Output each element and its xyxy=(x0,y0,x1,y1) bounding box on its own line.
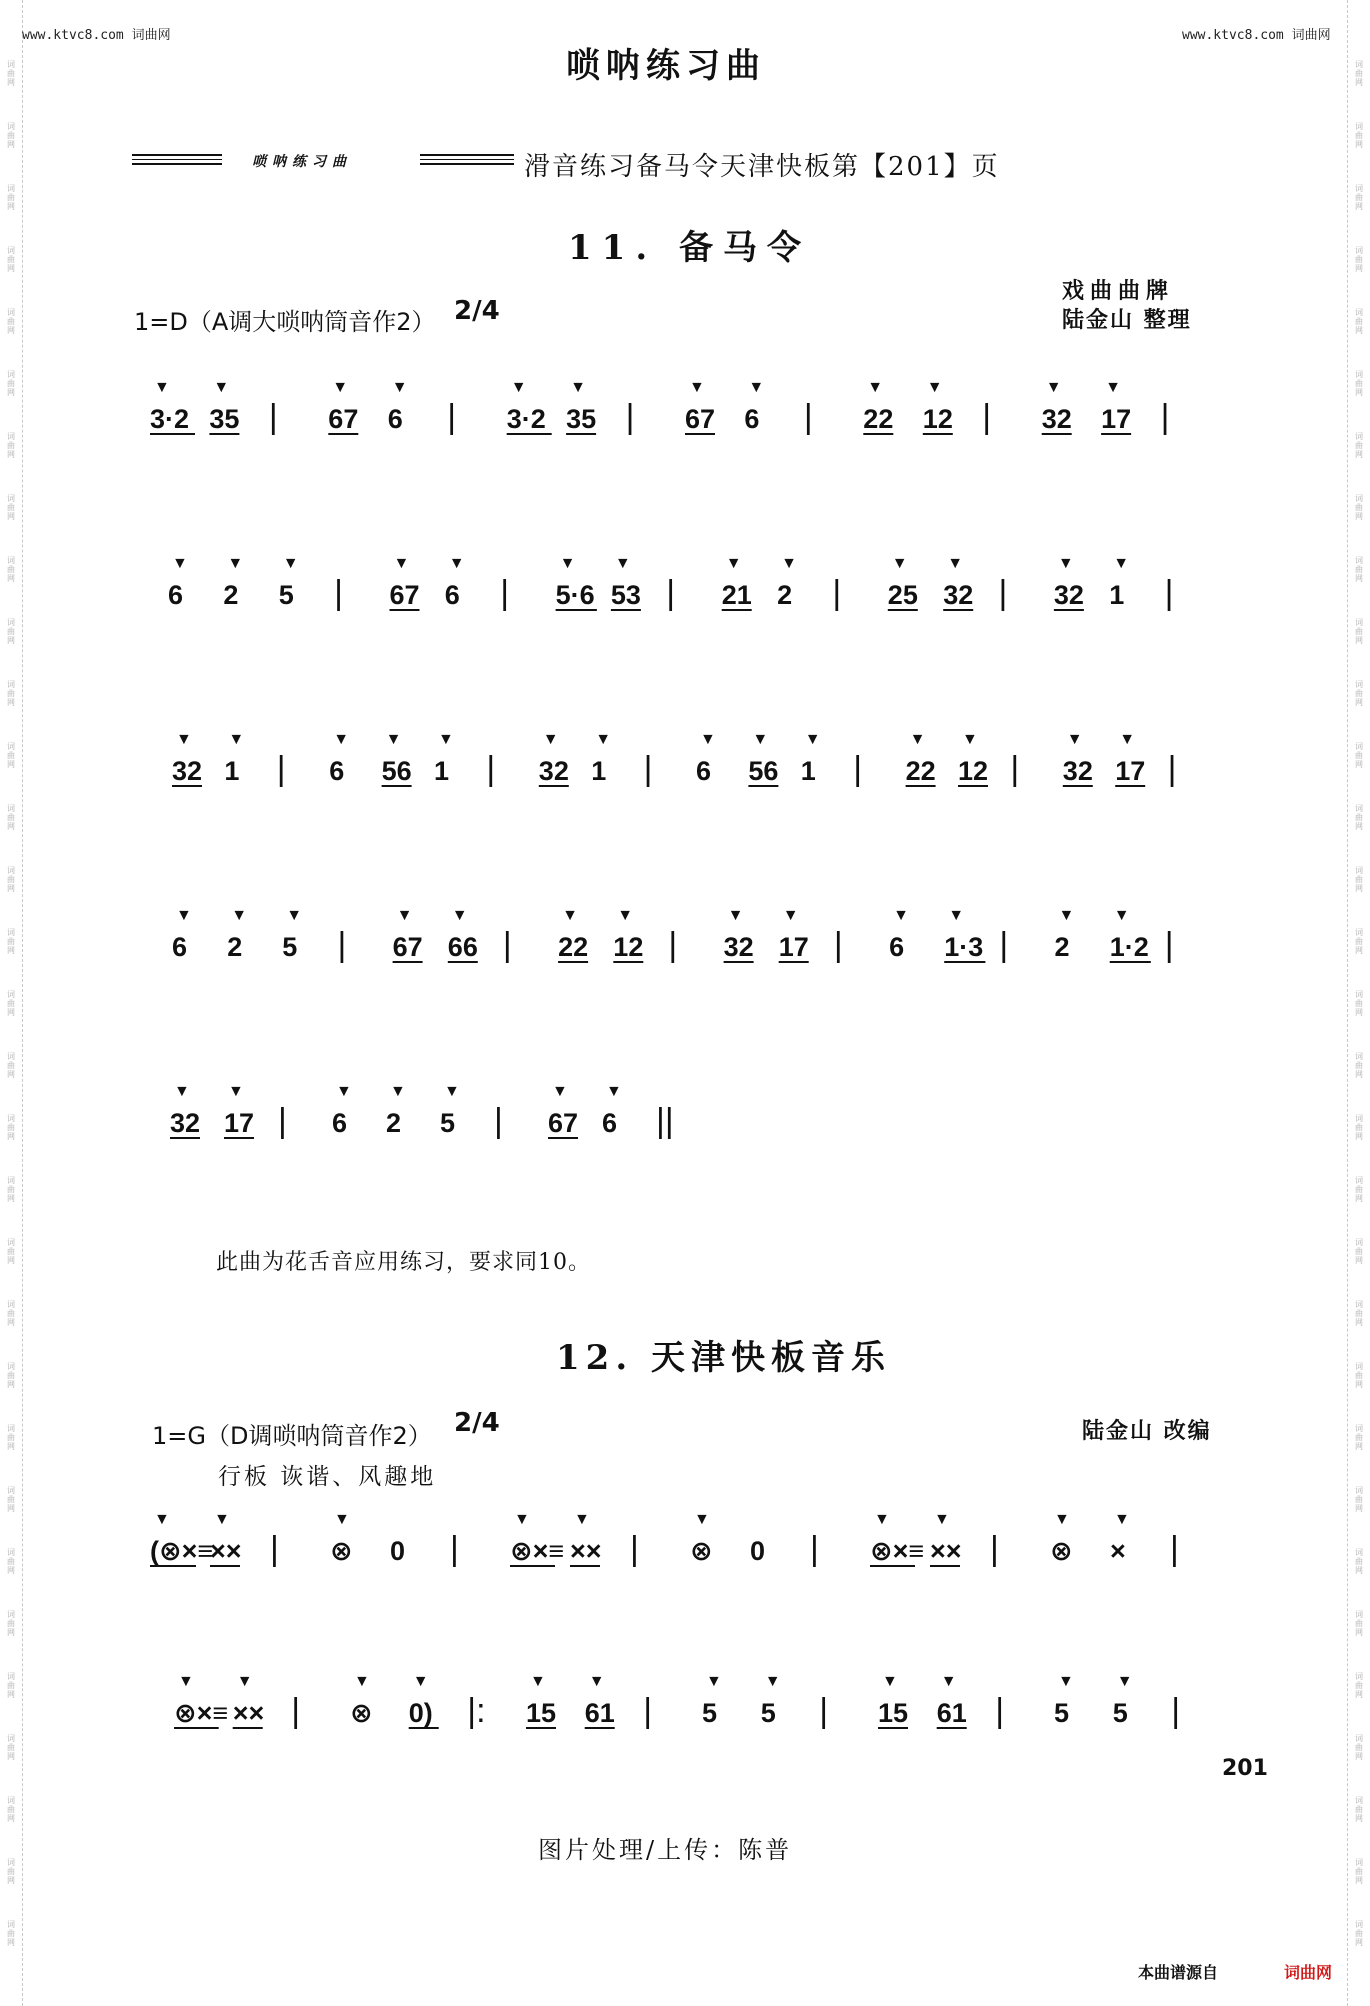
note-group: 15 xyxy=(526,1698,557,1728)
articulation-mark: ▼ xyxy=(444,1083,460,1100)
side-watermark: 词 曲 网 xyxy=(7,556,15,583)
articulation-mark: ▼ xyxy=(154,379,170,396)
banner-running-title: 滑音练习备马令天津快板第【201】页 xyxy=(524,152,1000,182)
articulation-mark: ▼ xyxy=(617,907,634,924)
articulation-mark: ▼ xyxy=(282,555,299,572)
note-group: 0 xyxy=(390,1536,406,1566)
note-group: 1 xyxy=(591,756,607,786)
articulation-mark: ▼ xyxy=(332,379,349,396)
bar-line: | xyxy=(643,1692,653,1730)
side-watermark: 词 曲 网 xyxy=(7,742,15,769)
piece-12-tempo: 行板 诙谐、风趣地 xyxy=(218,1464,437,1490)
articulation-mark: ▼ xyxy=(1114,1511,1130,1528)
note-group: 61 xyxy=(584,1698,615,1728)
note-group: 67 xyxy=(389,580,420,610)
note-group: (⊗×≡ xyxy=(150,1536,214,1566)
bar-line: | xyxy=(643,750,653,788)
side-watermark: 词 曲 网 xyxy=(1355,1114,1363,1141)
side-watermark: 词 曲 网 xyxy=(1355,1920,1363,1947)
articulation-mark: ▼ xyxy=(178,1673,194,1690)
note-group: 5·6 xyxy=(555,580,595,610)
articulation-mark: ▼ xyxy=(391,379,408,396)
articulation-mark: ▼ xyxy=(1119,731,1136,748)
note-group: 5 xyxy=(440,1108,456,1138)
note-group: 6 xyxy=(329,756,345,786)
note-group: 67 xyxy=(685,404,716,434)
side-watermark: 词 曲 网 xyxy=(7,308,15,335)
articulation-mark: ▼ xyxy=(940,1673,957,1690)
articulation-mark: ▼ xyxy=(700,731,716,748)
articulation-mark: ▼ xyxy=(764,1673,781,1690)
articulation-mark: ▼ xyxy=(781,555,797,572)
note-group: ×× xyxy=(570,1536,602,1566)
side-watermark: 词 曲 网 xyxy=(7,122,15,149)
side-watermark: 词 曲 网 xyxy=(7,1672,15,1699)
piece-12-key: 1=G（D调唢呐筒音作2） xyxy=(152,1422,432,1450)
note-group: ⊗ xyxy=(330,1536,353,1566)
articulation-mark: ▼ xyxy=(962,731,978,748)
note-group: 12 xyxy=(958,756,989,786)
side-watermark: 词 曲 网 xyxy=(1355,1176,1363,1203)
bar-line: | xyxy=(803,398,813,436)
articulation-mark: ▼ xyxy=(448,555,465,572)
bar-line: | xyxy=(502,926,512,964)
note-group: 32 xyxy=(172,756,203,786)
side-watermark: 词 曲 网 xyxy=(1355,308,1363,335)
note-group: 1 xyxy=(224,756,240,786)
page-title: 唢呐练习曲 xyxy=(566,46,766,86)
articulation-mark: ▼ xyxy=(228,731,245,748)
bar-line: | xyxy=(1010,750,1020,788)
note-group: 35 xyxy=(566,404,597,434)
note-group: 35 xyxy=(209,404,240,434)
articulation-mark: ▼ xyxy=(562,907,578,924)
side-watermark: 词 曲 网 xyxy=(7,184,15,211)
articulation-mark: ▼ xyxy=(909,731,926,748)
note-group: 5 xyxy=(1112,1698,1128,1728)
bar-line: | xyxy=(995,1692,1005,1730)
articulation-mark: ▼ xyxy=(891,555,908,572)
side-watermark: 词 曲 网 xyxy=(7,804,15,831)
side-watermark: 词 曲 网 xyxy=(7,1300,15,1327)
bar-line: | xyxy=(337,926,347,964)
note-group: 67 xyxy=(392,932,423,962)
side-watermark: 词 曲 网 xyxy=(7,1920,15,1947)
articulation-mark: ▼ xyxy=(689,379,705,396)
note-group: 1 xyxy=(800,756,816,786)
bar-line: |: xyxy=(467,1692,486,1730)
bar-line: | xyxy=(270,1530,279,1568)
note-group: 6 xyxy=(744,404,760,434)
side-watermark: 词 曲 网 xyxy=(1355,1548,1363,1575)
articulation-mark: ▼ xyxy=(514,1511,530,1528)
side-watermark: 词 曲 网 xyxy=(1355,1734,1363,1761)
note-group: 17 xyxy=(778,932,809,962)
note-group: 0 xyxy=(750,1536,766,1566)
articulation-mark: ▼ xyxy=(706,1673,722,1690)
note-group: 6 xyxy=(332,1108,348,1138)
side-watermark: 词 曲 网 xyxy=(7,680,15,707)
articulation-mark: ▼ xyxy=(396,907,413,924)
articulation-mark: ▼ xyxy=(154,1511,170,1528)
articulation-mark: ▼ xyxy=(172,555,188,572)
side-watermark: 词 曲 网 xyxy=(7,1486,15,1513)
articulation-mark: ▼ xyxy=(176,907,192,924)
header-left-url[interactable]: www.ktvc8.com 词曲网 xyxy=(22,28,171,43)
note-group: 22 xyxy=(905,756,936,786)
articulation-mark: ▼ xyxy=(804,731,821,748)
side-watermark: 词 曲 网 xyxy=(1355,556,1363,583)
side-watermark: 词 曲 网 xyxy=(1355,60,1363,87)
note-group: 2 xyxy=(227,932,243,962)
side-watermark: 词 曲 网 xyxy=(7,1238,15,1265)
note-group: 2 xyxy=(223,580,239,610)
articulation-mark: ▼ xyxy=(412,1673,429,1690)
articulation-mark: ▼ xyxy=(354,1673,370,1690)
articulation-mark: ▼ xyxy=(552,1083,568,1100)
side-watermark: 词 曲 网 xyxy=(1355,742,1363,769)
articulation-mark: ▼ xyxy=(1054,1511,1070,1528)
note-group: 17 xyxy=(224,1108,255,1138)
bar-line: | xyxy=(666,574,676,612)
source-site-link[interactable]: 词曲网 xyxy=(1284,1963,1333,1982)
bar-line: | xyxy=(1171,1692,1181,1730)
side-watermark: 词 曲 网 xyxy=(1355,1238,1363,1265)
note-group: 6 xyxy=(602,1108,618,1138)
note-group: 21 xyxy=(721,580,752,610)
note-group: 22 xyxy=(558,932,589,962)
note-group: 53 xyxy=(610,580,641,610)
bar-line: | xyxy=(630,1530,639,1568)
note-group: 6 xyxy=(168,580,184,610)
articulation-mark: ▼ xyxy=(867,379,884,396)
note-group: 2 xyxy=(1054,932,1070,962)
side-watermark: 词 曲 网 xyxy=(1355,990,1363,1017)
articulation-mark: ▼ xyxy=(214,1511,230,1528)
bar-line: | xyxy=(450,1530,459,1568)
bar-line: | xyxy=(998,574,1008,612)
articulation-mark: ▼ xyxy=(213,379,230,396)
note-group: 6 xyxy=(387,404,403,434)
note-group: 56 xyxy=(381,756,412,786)
piece-11-arranger: 陆金山 整理 xyxy=(1062,308,1192,333)
bar-line: | xyxy=(833,926,843,964)
side-watermark: 词 曲 网 xyxy=(7,370,15,397)
bar-line: | xyxy=(853,750,863,788)
note-group: 17 xyxy=(1101,404,1132,434)
piece-12-time-signature: 2/4 xyxy=(454,1408,500,1438)
articulation-mark: ▼ xyxy=(393,555,410,572)
bar-line: | xyxy=(291,1692,301,1730)
articulation-mark: ▼ xyxy=(947,555,964,572)
articulation-mark: ▼ xyxy=(542,731,559,748)
side-watermark: 词 曲 网 xyxy=(7,1734,15,1761)
bar-line: | xyxy=(494,1102,503,1140)
articulation-mark: ▼ xyxy=(748,379,765,396)
articulation-mark: ▼ xyxy=(882,1673,898,1690)
articulation-mark: ▼ xyxy=(1066,731,1083,748)
note-group: 6 xyxy=(172,932,188,962)
articulation-mark: ▼ xyxy=(782,907,799,924)
note-group: 5 xyxy=(702,1698,718,1728)
side-watermark: 词 曲 网 xyxy=(7,990,15,1017)
side-watermark: 词 曲 网 xyxy=(1355,928,1363,955)
bar-line: | xyxy=(276,750,286,788)
side-watermark: 词 曲 网 xyxy=(1355,680,1363,707)
note-group: ⊗ xyxy=(1050,1536,1073,1566)
note-group: 3·2 xyxy=(150,404,190,434)
articulation-mark: ▼ xyxy=(948,907,965,924)
bar-line: | xyxy=(819,1692,829,1730)
header-right-url[interactable]: www.ktvc8.com 词曲网 xyxy=(1182,28,1331,43)
side-watermark: 词 曲 网 xyxy=(1355,1796,1363,1823)
articulation-mark: ▼ xyxy=(727,907,744,924)
note-group: 67 xyxy=(328,404,359,434)
articulation-mark: ▼ xyxy=(926,379,943,396)
side-watermark: 词 曲 网 xyxy=(7,1858,15,1885)
piece-11-key: 1=D（A调大唢呐筒音作2） xyxy=(134,308,436,336)
articulation-mark: ▼ xyxy=(725,555,742,572)
note-group: 56 xyxy=(748,756,779,786)
note-group: 22 xyxy=(863,404,894,434)
note-group: 6 xyxy=(444,580,460,610)
articulation-mark: ▼ xyxy=(451,907,468,924)
bar-line: | xyxy=(625,398,635,436)
bar-line: | xyxy=(982,398,992,436)
side-watermark: 词 曲 网 xyxy=(7,1114,15,1141)
articulation-mark: ▼ xyxy=(559,555,576,572)
side-watermark: 词 曲 网 xyxy=(1355,122,1363,149)
side-watermark: 词 曲 网 xyxy=(7,1176,15,1203)
articulation-mark: ▼ xyxy=(438,731,454,748)
note-group: 5 xyxy=(278,580,294,610)
note-group: 6 xyxy=(889,932,905,962)
articulation-mark: ▼ xyxy=(510,379,527,396)
banner-series-label: 唢呐练习曲 xyxy=(252,154,352,170)
note-group: 1 xyxy=(434,756,450,786)
note-group: 5 xyxy=(282,932,298,962)
side-watermark: 词 曲 网 xyxy=(1355,1424,1363,1451)
note-group: 32 xyxy=(1041,404,1072,434)
articulation-mark: ▼ xyxy=(333,731,350,748)
articulation-mark: ▼ xyxy=(334,1511,350,1528)
articulation-mark: ▼ xyxy=(390,1083,406,1100)
note-group: ×× xyxy=(930,1536,962,1566)
note-group: 2 xyxy=(777,580,793,610)
bar-line: | xyxy=(999,926,1009,964)
side-watermark: 词 曲 网 xyxy=(7,1362,15,1389)
articulation-mark: ▼ xyxy=(231,907,248,924)
note-group: 32 xyxy=(723,932,754,962)
note-group: 6 xyxy=(696,756,712,786)
bar-line: | xyxy=(486,750,496,788)
side-watermark: 词 曲 网 xyxy=(7,1424,15,1451)
note-group: 3·2 xyxy=(506,404,546,434)
bar-line: || xyxy=(656,1102,674,1140)
note-group: ×× xyxy=(210,1536,242,1566)
articulation-mark: ▼ xyxy=(236,1673,253,1690)
note-group: 0) xyxy=(408,1698,433,1728)
articulation-mark: ▼ xyxy=(1058,907,1075,924)
bar-line: | xyxy=(1167,750,1177,788)
piece-11-title: 11. 备马令 xyxy=(568,228,811,268)
note-group: ⊗×≡ xyxy=(510,1536,565,1566)
side-watermark: 词 曲 网 xyxy=(7,1610,15,1637)
note-group: 32 xyxy=(943,580,974,610)
articulation-mark: ▼ xyxy=(614,555,631,572)
bar-line: | xyxy=(500,574,510,612)
note-group: 12 xyxy=(922,404,953,434)
side-watermark: 词 曲 网 xyxy=(1355,432,1363,459)
bar-line: | xyxy=(334,574,343,612)
bar-line: | xyxy=(1160,398,1170,436)
articulation-mark: ▼ xyxy=(336,1083,352,1100)
articulation-mark: ▼ xyxy=(588,1673,605,1690)
side-watermark: 词 曲 网 xyxy=(1355,1486,1363,1513)
articulation-mark: ▼ xyxy=(595,731,612,748)
articulation-mark: ▼ xyxy=(934,1511,950,1528)
side-watermark: 词 曲 网 xyxy=(7,432,15,459)
note-group: 67 xyxy=(548,1108,579,1138)
note-group: 5 xyxy=(1054,1698,1070,1728)
bar-line: | xyxy=(268,398,278,436)
articulation-mark: ▼ xyxy=(1057,555,1074,572)
piece-12-title: 12. 天津快板音乐 xyxy=(556,1338,891,1378)
bar-line: | xyxy=(832,574,842,612)
side-watermark: 词 曲 网 xyxy=(1355,494,1363,521)
piece-11-genre: 戏曲曲牌 xyxy=(1062,279,1175,304)
side-watermark: 词 曲 网 xyxy=(1355,184,1363,211)
piece-11-time-signature: 2/4 xyxy=(454,296,500,326)
articulation-mark: ▼ xyxy=(893,907,909,924)
note-group: 1·3 xyxy=(944,932,984,962)
side-watermark: 词 曲 网 xyxy=(7,1548,15,1575)
articulation-mark: ▼ xyxy=(530,1673,546,1690)
bar-line: | xyxy=(990,1530,999,1568)
piece-11-performance-note: 此曲为花舌音应用练习，要求同10。 xyxy=(216,1250,591,1275)
note-group: ⊗×≡ xyxy=(870,1536,925,1566)
bar-line: | xyxy=(1164,574,1174,612)
note-group: 32 xyxy=(170,1108,201,1138)
side-watermark: 词 曲 网 xyxy=(7,1796,15,1823)
note-group: 2 xyxy=(386,1108,402,1138)
note-group: ⊗×≡ xyxy=(174,1698,229,1728)
side-watermark: 词 曲 网 xyxy=(1355,370,1363,397)
note-group: ⊗ xyxy=(690,1536,713,1566)
note-group: ×× xyxy=(232,1698,265,1728)
note-group: 17 xyxy=(1115,756,1146,786)
articulation-mark: ▼ xyxy=(1116,1673,1133,1690)
articulation-mark: ▼ xyxy=(570,379,586,396)
side-watermark: 词 曲 网 xyxy=(7,618,15,645)
upload-credit: 图片处理/上传：陈普 xyxy=(538,1836,793,1864)
note-group: 32 xyxy=(1062,756,1093,786)
side-watermark: 词 曲 网 xyxy=(7,928,15,955)
note-group: 1 xyxy=(1109,580,1125,610)
side-watermark: 词 曲 网 xyxy=(7,246,15,273)
articulation-mark: ▼ xyxy=(606,1083,622,1100)
note-group: 61 xyxy=(936,1698,967,1728)
bar-line: | xyxy=(810,1530,819,1568)
side-watermark: 词 曲 网 xyxy=(7,494,15,521)
articulation-mark: ▼ xyxy=(286,907,303,924)
note-group: 12 xyxy=(613,932,644,962)
side-watermark: 词 曲 网 xyxy=(1355,1858,1363,1885)
articulation-mark: ▼ xyxy=(1045,379,1062,396)
note-group: 25 xyxy=(887,580,918,610)
bar-line: | xyxy=(447,398,457,436)
side-watermark: 词 曲 网 xyxy=(1355,246,1363,273)
articulation-mark: ▼ xyxy=(752,731,769,748)
piece-12-arranger: 陆金山 改编 xyxy=(1082,1419,1212,1444)
articulation-mark: ▼ xyxy=(874,1511,890,1528)
note-group: ⊗ xyxy=(350,1698,373,1728)
bar-line: | xyxy=(1164,926,1174,964)
articulation-mark: ▼ xyxy=(1058,1673,1074,1690)
side-watermark: 词 曲 网 xyxy=(7,866,15,893)
source-label: 本曲谱源自 xyxy=(1138,1963,1219,1982)
bar-line: | xyxy=(278,1102,287,1140)
bar-line: | xyxy=(668,926,678,964)
bar-line: | xyxy=(1170,1530,1179,1568)
note-group: 66 xyxy=(447,932,478,962)
articulation-mark: ▼ xyxy=(694,1511,710,1528)
articulation-mark: ▼ xyxy=(385,731,402,748)
side-watermark: 词 曲 网 xyxy=(1355,1362,1363,1389)
articulation-mark: ▼ xyxy=(1113,555,1130,572)
side-watermark: 词 曲 网 xyxy=(1355,866,1363,893)
page-number: 201 xyxy=(1222,1756,1268,1781)
note-group: 5 xyxy=(760,1698,776,1728)
note-group: 32 xyxy=(538,756,569,786)
note-group: 1·2 xyxy=(1109,932,1149,962)
side-watermark: 词 曲 网 xyxy=(7,1052,15,1079)
side-watermark: 词 曲 网 xyxy=(1355,618,1363,645)
side-watermark: 词 曲 网 xyxy=(1355,1052,1363,1079)
note-group: 15 xyxy=(878,1698,909,1728)
note-group: 32 xyxy=(1053,580,1084,610)
articulation-mark: ▼ xyxy=(227,555,244,572)
note-group: × xyxy=(1110,1536,1126,1566)
articulation-mark: ▼ xyxy=(1113,907,1130,924)
side-watermark: 词 曲 网 xyxy=(1355,804,1363,831)
articulation-mark: ▼ xyxy=(174,1083,190,1100)
articulation-mark: ▼ xyxy=(176,731,192,748)
side-watermark: 词 曲 网 xyxy=(1355,1300,1363,1327)
side-watermark: 词 曲 网 xyxy=(1355,1672,1363,1699)
articulation-mark: ▼ xyxy=(228,1083,244,1100)
side-watermark: 词 曲 网 xyxy=(7,60,15,87)
side-watermark: 词 曲 网 xyxy=(1355,1610,1363,1637)
articulation-mark: ▼ xyxy=(1105,379,1121,396)
articulation-mark: ▼ xyxy=(574,1511,590,1528)
